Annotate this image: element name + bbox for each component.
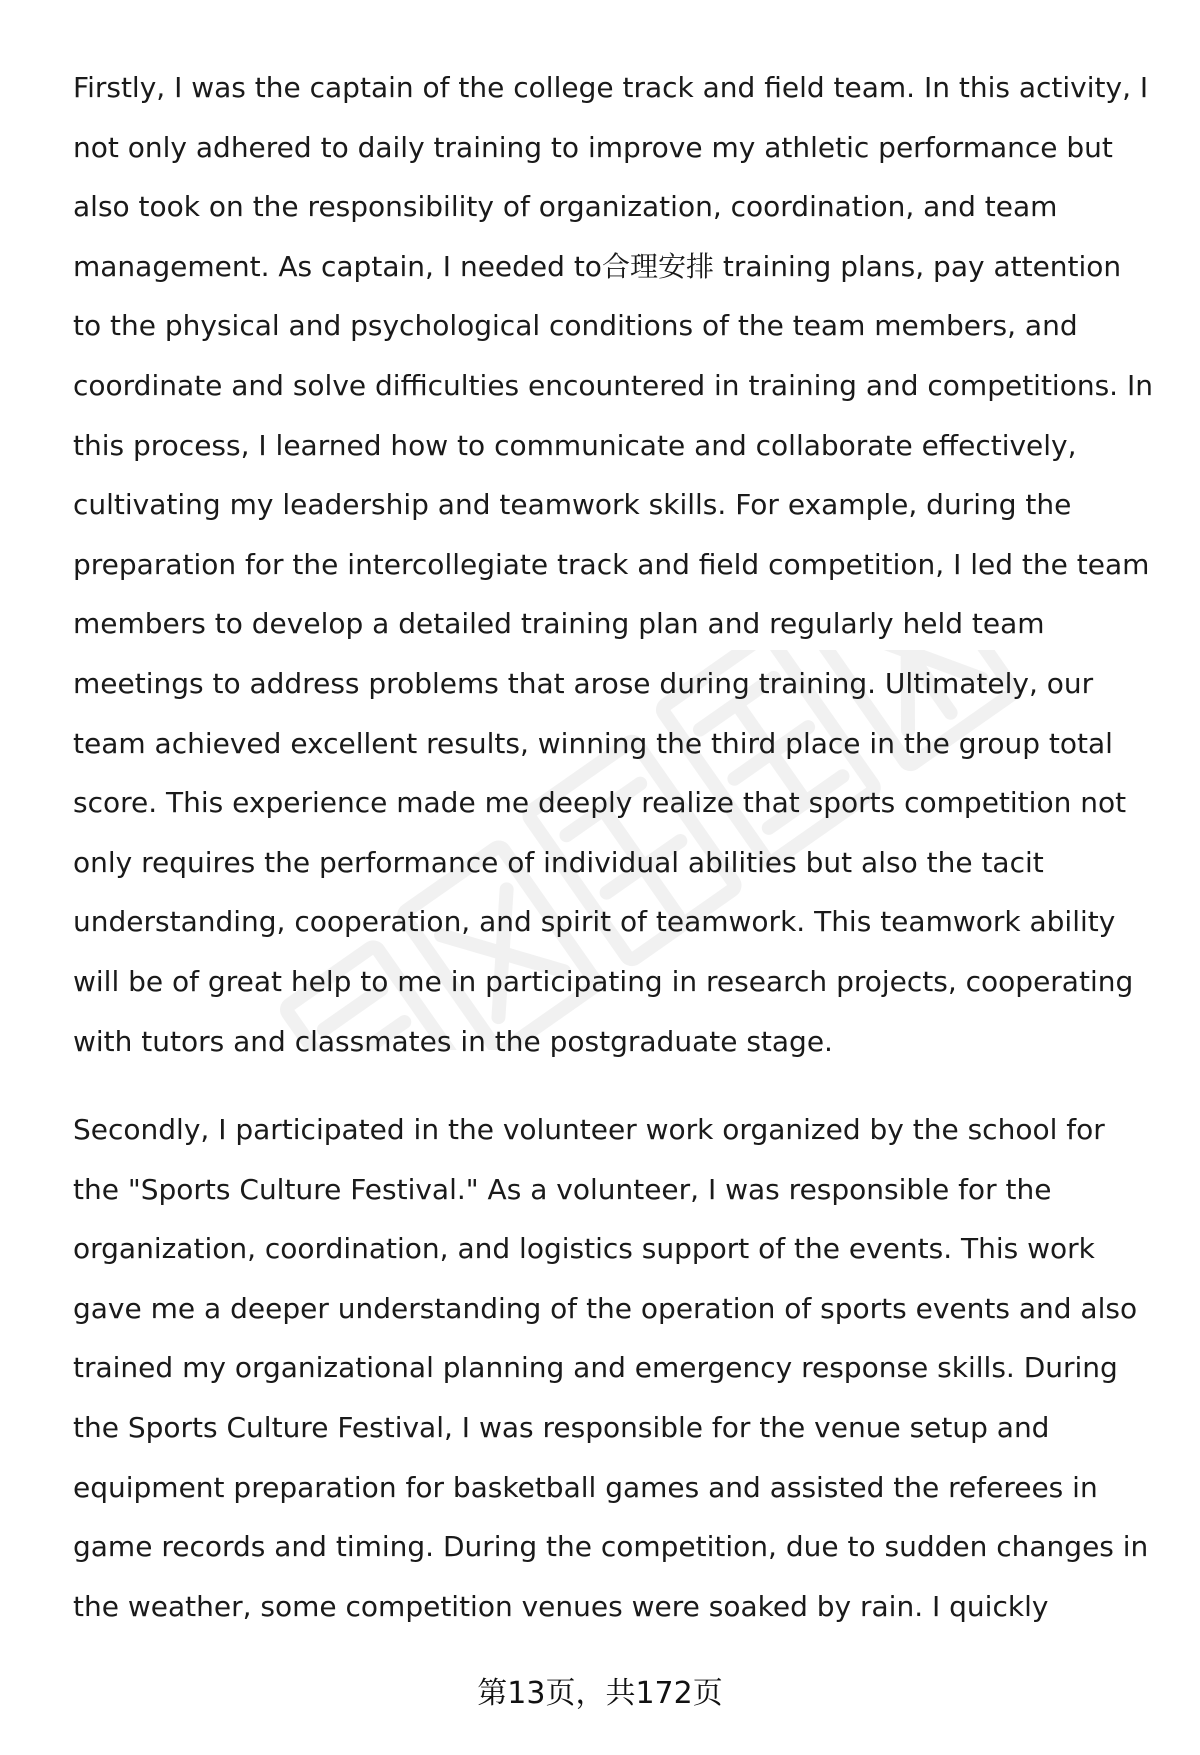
paragraph-2: Secondly, I participated in the volunteer work organized by the school for the "Sports Culture Festival." As a volunteer, I was responsible for the organization, coordination, and logistics support of the events. This work gave me a deeper understanding of the operation of sports events and also trained my organizational planning and emergency response skills. During the Sports Culture Festival, I was responsible for the venue setup and equipment preparation for basketball games and assisted the referees in game records and timing. During the competition, due to sudden changes in the weather, some competition venues were soaked by rain. I quickly <box>73 1113 1149 1623</box>
paragraph-1: Firstly, I was the captain of the college track and field team. In this activity, I not only adhered to daily training to improve my athletic performance but also took on the responsibility of organization, coordination, and team management. As captain, I needed to合理安排 training plans, pay attention to the physical and psychological conditions of the team members, and coordinate and solve difficulties encountered in training and competitions. In this process, I learned how to communicate and collaborate effectively, cultivating my leadership and teamwork skills. For example, during the preparation for the intercollegiate track and field competition, I led the team members to develop a detailed training plan and regularly held team meetings to address problems that arose during training. Ultimately, our team achieved excellent results, winning the third place in the group total score. This experience made me deeply realize that sports competition not only requires the performance of individual abilities but also the tacit understanding, cooperation, and spirit of teamwork. This teamwork ability will be of great help to me in participating in research projects, cooperating with tutors and classmates in the postgraduate stage. <box>73 71 1153 1058</box>
document-body <box>73 58 1153 1636</box>
page-indicator: 第13页，共172页 <box>477 1676 723 1711</box>
